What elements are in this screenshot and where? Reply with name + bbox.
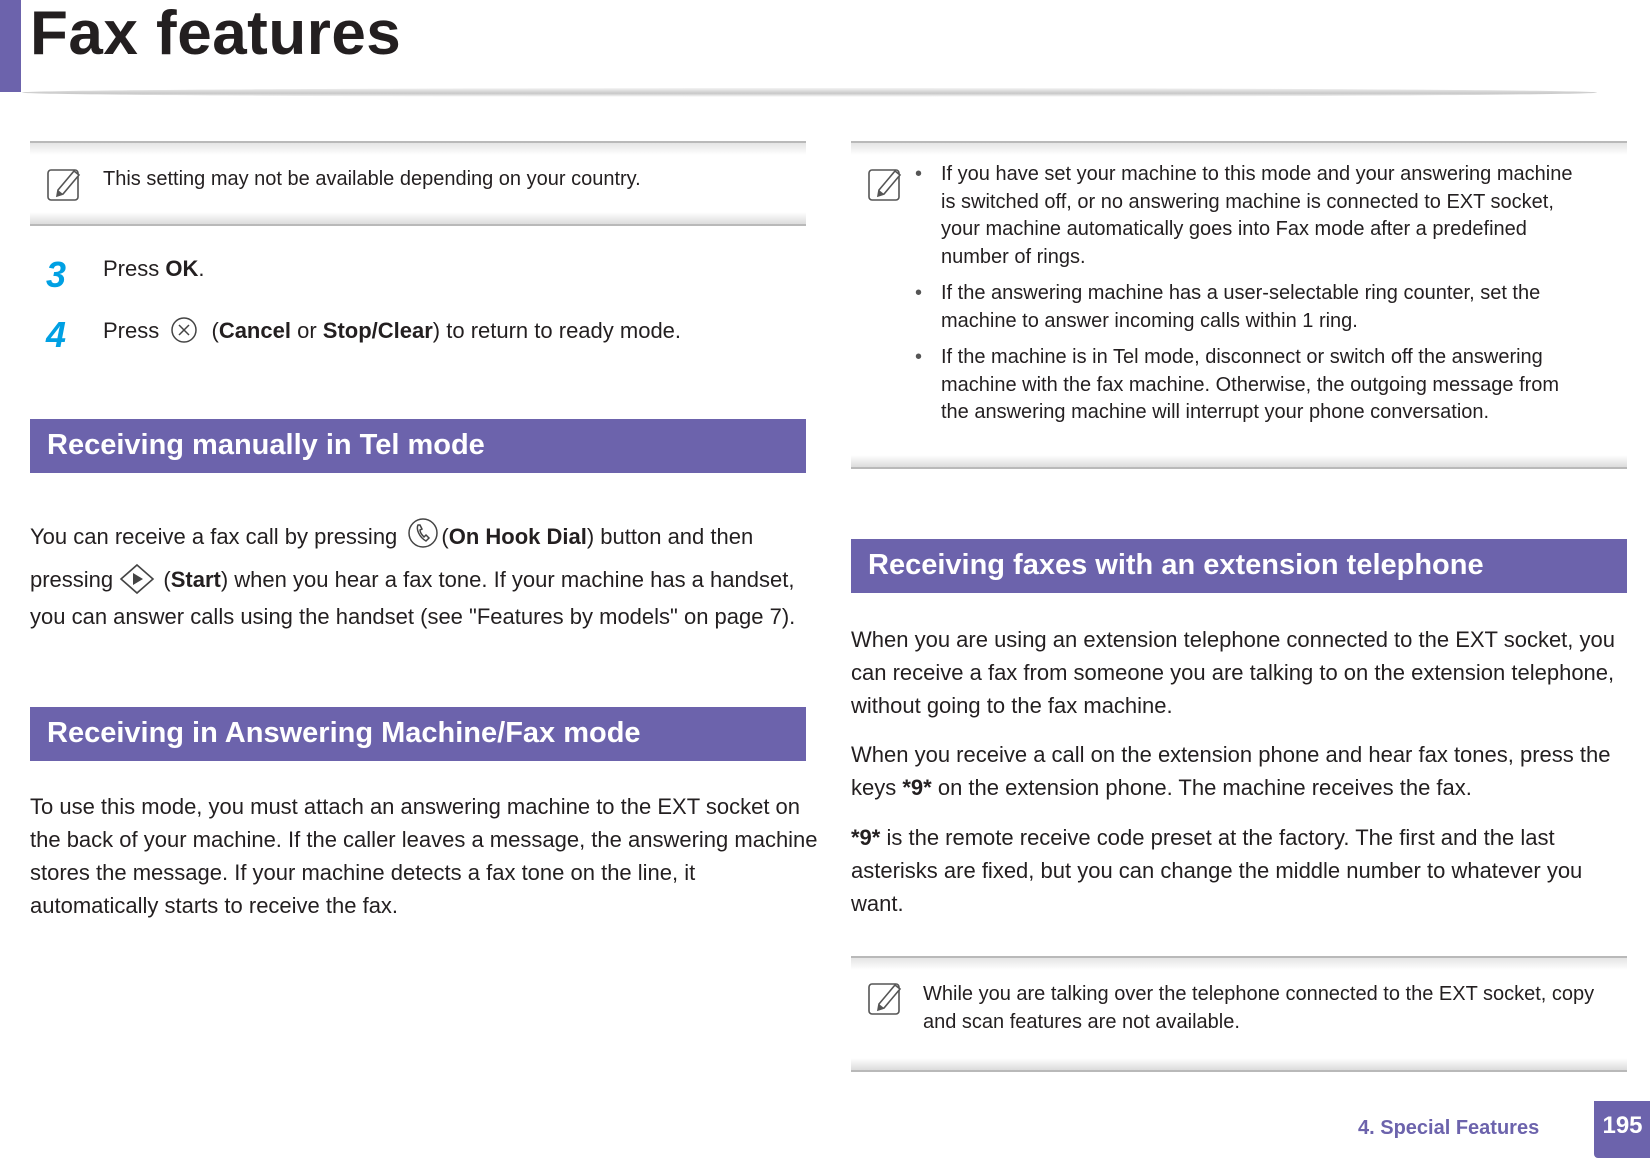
note-text: This setting may not be available depending on your country. bbox=[103, 168, 641, 190]
step-number-3: 3 bbox=[46, 254, 67, 295]
footer-chapter-label: 4. Special Features bbox=[1358, 1117, 1540, 1139]
answering-machine-paragraph: To use this mode, you must attach an answering machine to the EXT socket on the back of your machine. If the caller leaves a message, the answering machine stores the message. If your machine detects a fax tone on the line, it automatically starts to receive the fax. bbox=[30, 794, 818, 918]
start-icon bbox=[119, 563, 155, 595]
section-heading-answering-machine: Receiving in Answering Machine/Fax mode bbox=[30, 707, 806, 761]
extension-paragraph-2: When you receive a call on the extension phone and hear fax tones, press the keys *9* on the extension phone. The machine receives the fax. bbox=[851, 742, 1611, 800]
tel-mode-line-1: You can receive a fax call by pressing (On Hook Dial) button and then bbox=[30, 516, 753, 560]
cancel-stop-icon bbox=[169, 315, 199, 345]
section-heading-extension-telephone: Receiving faxes with an extension telephone bbox=[851, 539, 1627, 593]
note-bullet-item: • If you have set your machine to this mode and your answering machine is switched off, or no answering machine is connected to EXT socket, your machine automatically goes into Fax mode after a predefined number of rings. bbox=[915, 163, 1573, 268]
page-number: 195 bbox=[1594, 1101, 1650, 1158]
step-4-text: Press (Cancel or Stop/Clear) to return to ready mode. bbox=[103, 315, 681, 349]
title-accent-bar bbox=[0, 0, 21, 92]
extension-paragraph-3: *9* is the remote receive code preset at the factory. The first and the last asterisks are fixed, but you can change the middle number to whatever you want. bbox=[851, 825, 1583, 916]
step-number-4: 4 bbox=[46, 314, 67, 355]
title-divider bbox=[22, 88, 1597, 97]
note-box-country bbox=[30, 141, 806, 226]
on-hook-dial-icon bbox=[407, 516, 439, 550]
pencil-note-icon bbox=[865, 979, 905, 1019]
pencil-note-icon bbox=[865, 165, 905, 205]
pencil-note-icon bbox=[44, 165, 84, 205]
section-heading-tel-mode: Receiving manually in Tel mode bbox=[30, 419, 806, 473]
tel-mode-line-2: pressing (Start) when you hear a fax tone. If your machine has a handset, bbox=[30, 563, 794, 599]
note-box-answering-tips bbox=[851, 141, 1627, 469]
extension-paragraph-1: When you are using an extension telephone connected to the EXT socket, you can receive a fax from someone you are talking to on the extension telephone, without going to the fax machine. bbox=[851, 627, 1615, 718]
note-box-copy-scan bbox=[851, 956, 1627, 1072]
tel-mode-line-3: you can answer calls using the handset (see "Features by models" on page 7). bbox=[30, 604, 796, 629]
page-title: Fax features bbox=[30, 0, 402, 68]
note-bullet-list bbox=[915, 161, 1627, 436]
note-bullet-item: • If the answering machine has a user-selectable ring counter, set the machine to answer incoming calls within 1 ring. bbox=[915, 282, 1541, 332]
note-text: While you are talking over the telephone connected to the EXT socket, copy and scan features are not available. bbox=[923, 983, 1595, 1033]
note-bullet-item: • If the machine is in Tel mode, disconnect or switch off the answering machine with the fax machine. Otherwise, the outgoing message from the answering machine will interrupt your phone conversation. bbox=[915, 346, 1560, 423]
step-3-text: Press OK. bbox=[103, 256, 205, 281]
